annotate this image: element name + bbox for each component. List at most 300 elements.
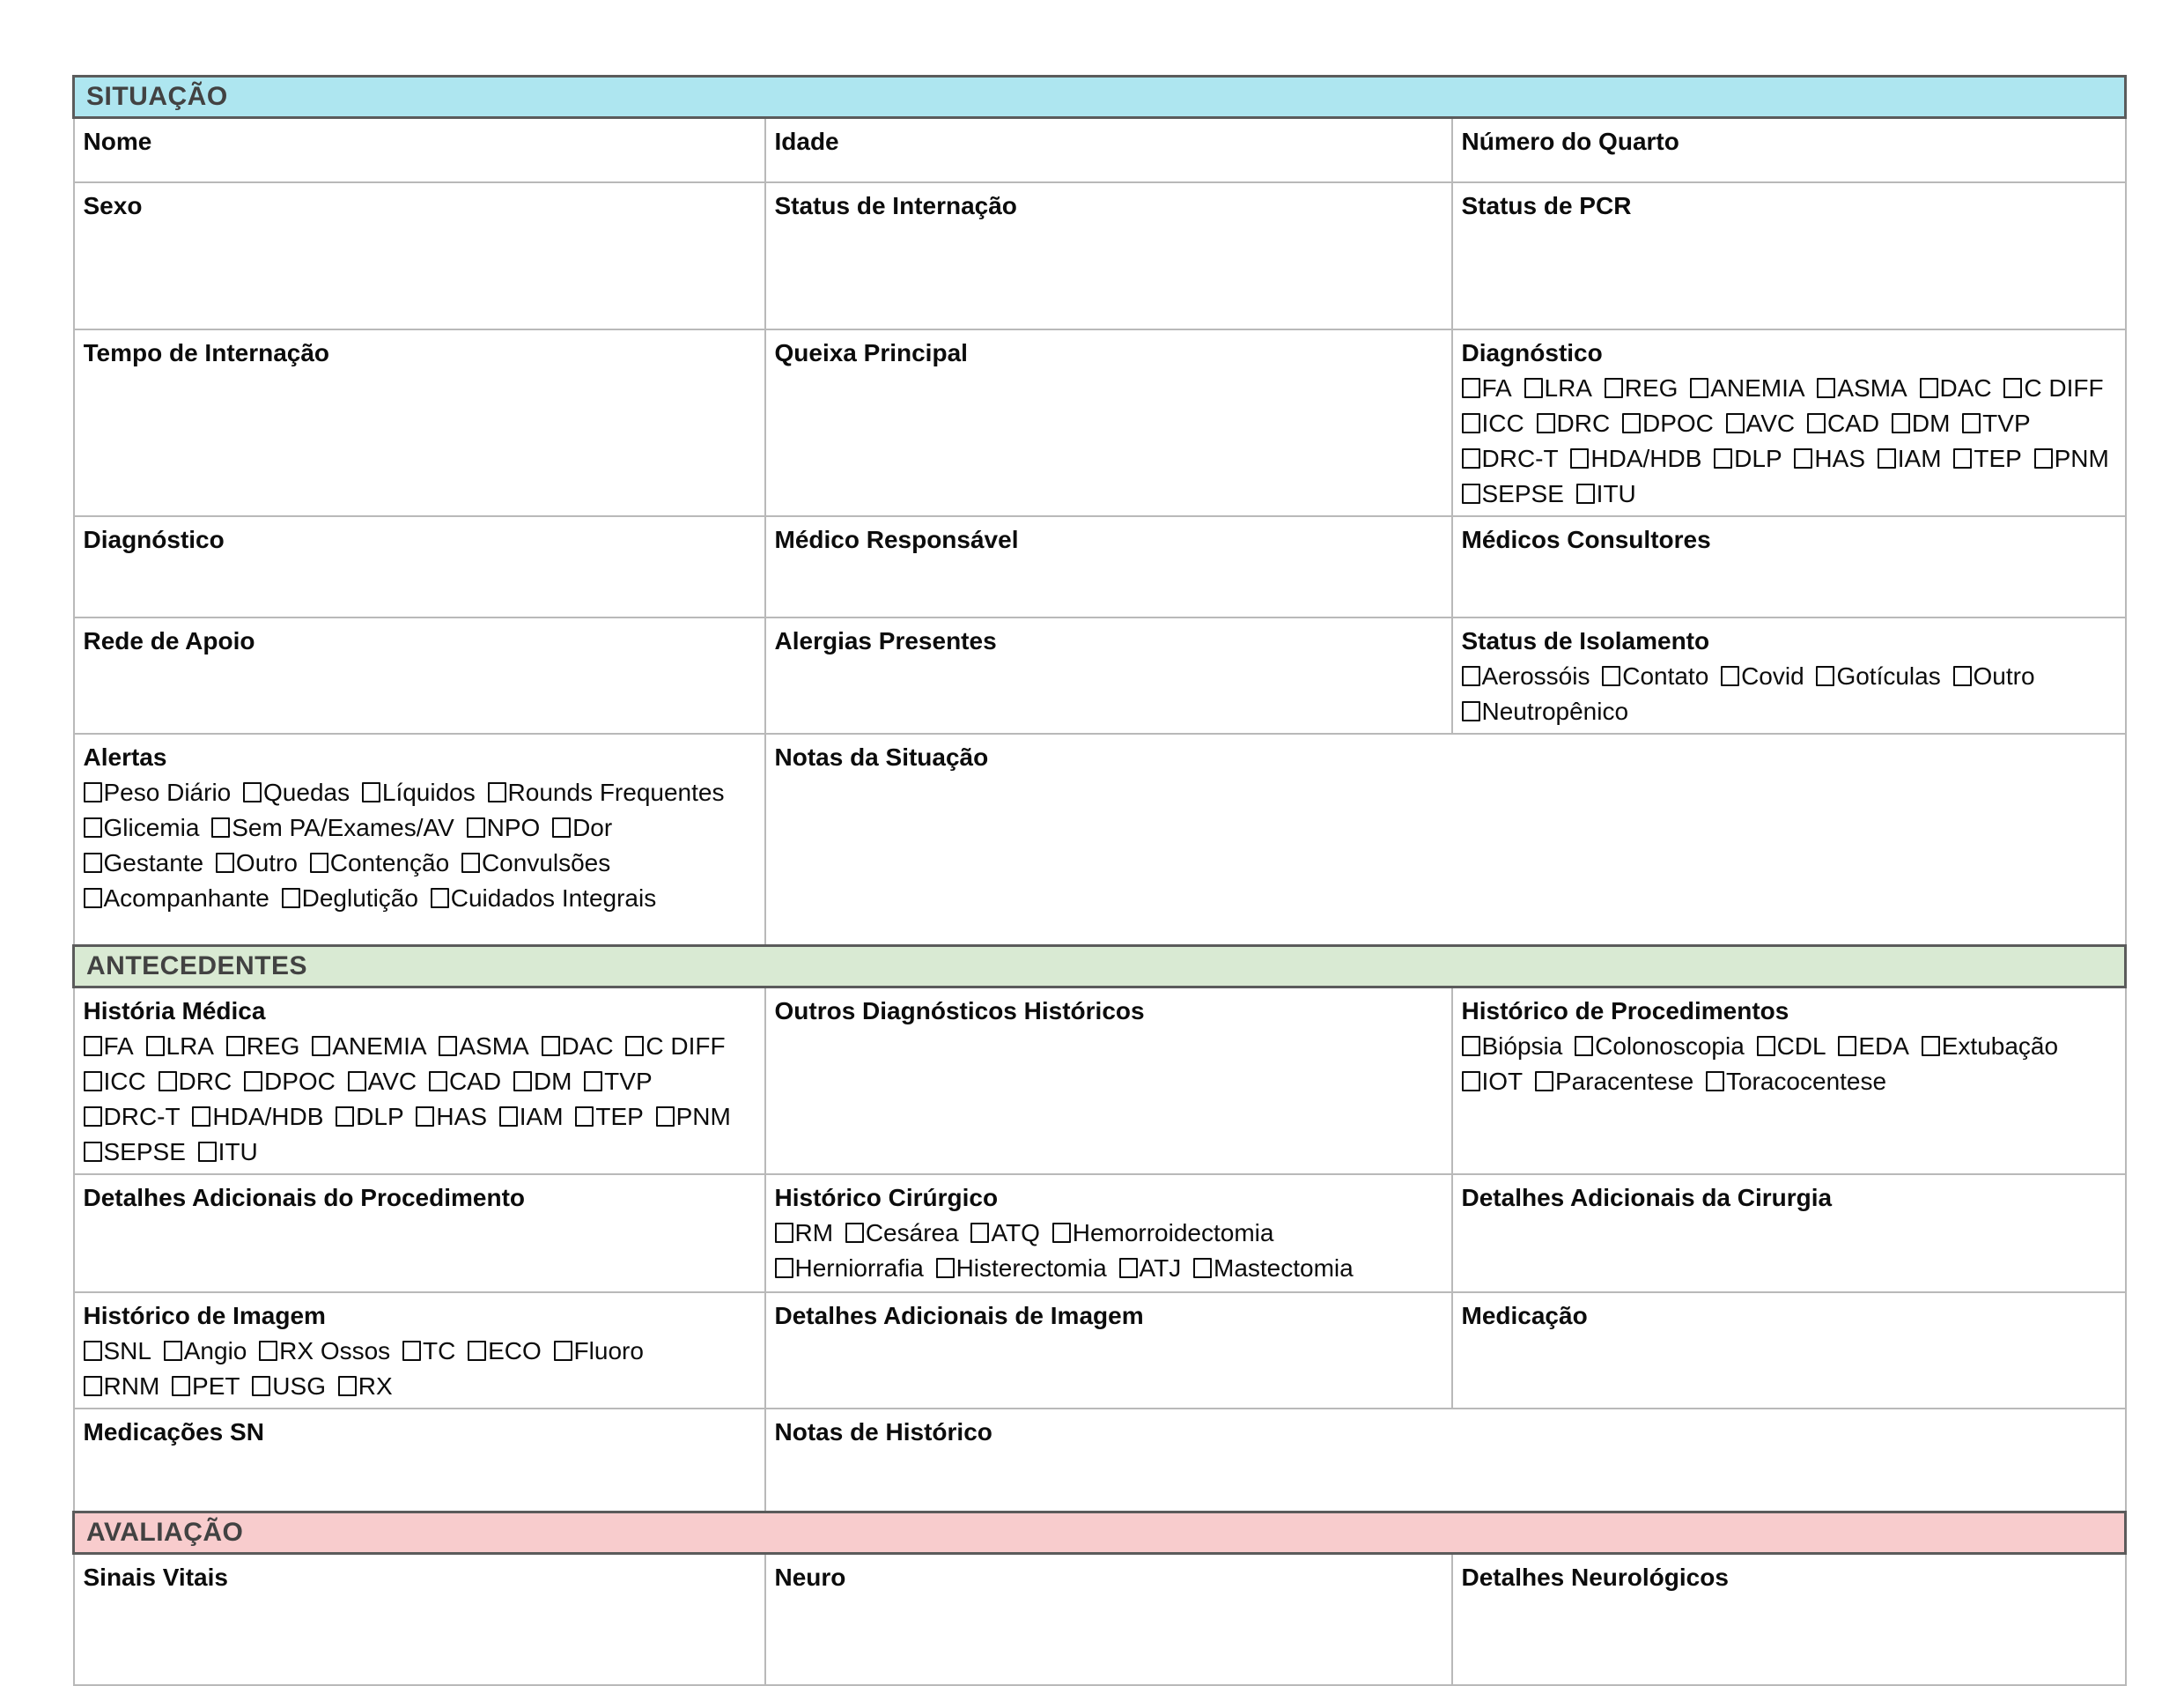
cell-nome[interactable] <box>74 118 765 182</box>
cell-neuro[interactable] <box>765 1553 1452 1685</box>
checkbox-option[interactable] <box>416 1103 487 1130</box>
cell-rede-de-apoio[interactable] <box>74 617 765 734</box>
checkbox-option[interactable] <box>1922 1032 2058 1060</box>
checkbox-option[interactable] <box>584 1068 652 1095</box>
checkbox-icon[interactable] <box>499 1106 518 1127</box>
checkbox-option[interactable] <box>1462 410 1524 437</box>
checkbox-icon[interactable] <box>1807 413 1826 433</box>
checkbox-icon[interactable] <box>554 1341 572 1361</box>
section-header-row-situacao <box>74 77 2126 118</box>
cell-detalhes-adicionais-de-imagem[interactable] <box>765 1292 1452 1409</box>
checkbox-icon[interactable] <box>146 1036 165 1056</box>
checkbox-label: Líquidos <box>381 778 476 806</box>
checkbox-label: HAS <box>1814 444 1865 472</box>
section-header-situacao <box>74 77 2126 118</box>
checkbox-icon[interactable] <box>312 1036 330 1056</box>
checkbox-option[interactable] <box>845 1219 959 1246</box>
checkbox-icon[interactable] <box>775 1258 793 1278</box>
cell-diagnostico-checkboxes[interactable] <box>1452 329 2126 516</box>
checkbox-option[interactable] <box>211 814 454 841</box>
checkbox-label: Biópsia <box>1481 1032 1563 1060</box>
checkbox-label: SNL <box>103 1337 151 1364</box>
cell-detalhes-adicionais-do-procedimento[interactable] <box>74 1174 765 1292</box>
checkbox-option[interactable] <box>84 779 232 806</box>
checkbox-icon[interactable] <box>84 1036 102 1056</box>
checkbox-icon[interactable] <box>348 1071 366 1091</box>
checkbox-icon[interactable] <box>84 1341 102 1361</box>
checkbox-icon[interactable] <box>310 853 328 873</box>
cell-notas-da-situacao[interactable] <box>765 734 2126 946</box>
checkbox-icon[interactable] <box>656 1106 675 1127</box>
cell-idade[interactable] <box>765 118 1452 182</box>
checkbox-option[interactable] <box>1838 1032 1909 1060</box>
table-row <box>74 1174 2126 1292</box>
checkbox-option[interactable] <box>1119 1254 1182 1282</box>
checkbox-label: PNM <box>2054 444 2109 472</box>
checkbox-icon[interactable] <box>338 1376 357 1396</box>
checkbox-option[interactable] <box>542 1032 614 1060</box>
checkbox-option[interactable] <box>467 814 541 841</box>
handoff-form-sheet <box>72 75 2124 1686</box>
checkbox-group-procedimentos <box>1462 1029 2115 1099</box>
checkbox-label: Contenção <box>329 848 450 876</box>
checkbox-label: TC <box>422 1337 456 1364</box>
checkbox-label: Quedas <box>263 778 350 806</box>
checkbox-icon[interactable] <box>1462 448 1480 469</box>
checkbox-label: AVC <box>367 1068 417 1095</box>
checkbox-option[interactable] <box>84 884 269 912</box>
checkbox-icon[interactable] <box>1462 378 1480 398</box>
checkbox-icon[interactable] <box>936 1258 955 1278</box>
checkbox-group-isolamento <box>1462 659 2115 729</box>
cell-notas-de-historico[interactable] <box>765 1409 2126 1512</box>
table-row <box>74 1409 2126 1512</box>
field-label: Detalhes Neurológicos <box>1461 1563 1729 1591</box>
checkbox-option[interactable] <box>402 1337 455 1364</box>
checkbox-option[interactable] <box>656 1103 731 1130</box>
checkbox-icon[interactable] <box>1575 1036 1593 1056</box>
checkbox-icon[interactable] <box>625 1036 644 1056</box>
checkbox-label: ANEMIA <box>332 1032 427 1060</box>
checkbox-icon[interactable] <box>216 853 234 873</box>
checkbox-option[interactable] <box>1622 410 1714 437</box>
checkbox-label: TVP <box>604 1068 653 1095</box>
checkbox-option[interactable] <box>338 1372 393 1400</box>
checkbox-icon[interactable] <box>1462 666 1480 686</box>
checkbox-icon[interactable] <box>211 817 230 838</box>
checkbox-icon[interactable] <box>1622 413 1641 433</box>
cell-status-de-isolamento[interactable] <box>1452 617 2126 734</box>
checkbox-option[interactable] <box>84 1138 186 1165</box>
checkbox-option[interactable] <box>429 1068 501 1095</box>
checkbox-icon[interactable] <box>1193 1258 1212 1278</box>
checkbox-icon[interactable] <box>243 782 262 802</box>
checkbox-option[interactable] <box>252 1372 326 1400</box>
checkbox-option[interactable] <box>513 1068 572 1095</box>
checkbox-label: Aerossóis <box>1481 662 1590 690</box>
checkbox-label: Rounds Frequentes <box>507 778 725 806</box>
checkbox-icon[interactable] <box>172 1376 190 1396</box>
cell-alergias-presentes[interactable] <box>765 617 1452 734</box>
checkbox-option[interactable] <box>1462 698 1629 725</box>
checkbox-option[interactable] <box>1570 445 1701 472</box>
checkbox-icon[interactable] <box>336 1106 354 1127</box>
checkbox-option[interactable] <box>1706 1068 1886 1095</box>
field-label: Histórico Cirúrgico <box>774 1184 999 1211</box>
checkbox-icon[interactable] <box>1817 378 1835 398</box>
checkbox-option[interactable] <box>1462 1032 1563 1060</box>
checkbox-option[interactable] <box>198 1138 258 1165</box>
checkbox-label: ICC <box>103 1068 146 1095</box>
checkbox-option[interactable] <box>1816 662 1940 690</box>
cell-status-de-internacao[interactable] <box>765 182 1452 329</box>
checkbox-label: SEPSE <box>103 1138 186 1165</box>
checkbox-icon[interactable] <box>1726 413 1745 433</box>
checkbox-icon[interactable] <box>402 1341 421 1361</box>
checkbox-icon[interactable] <box>84 1376 102 1396</box>
checkbox-label: ATJ <box>1139 1254 1182 1282</box>
checkbox-label: Toracocentese <box>1725 1068 1887 1095</box>
field-label: Status de PCR <box>1461 191 1632 219</box>
checkbox-icon[interactable] <box>1576 484 1595 504</box>
checkbox-option[interactable] <box>775 1219 834 1246</box>
checkbox-option[interactable] <box>1605 374 1679 402</box>
checkbox-icon[interactable] <box>552 817 571 838</box>
checkbox-label: ASMA <box>459 1032 529 1060</box>
checkbox-icon[interactable] <box>84 1142 102 1162</box>
checkbox-label: HDA/HDB <box>1590 444 1702 472</box>
checkbox-icon[interactable] <box>1721 666 1739 686</box>
checkbox-icon[interactable] <box>467 817 485 838</box>
checkbox-option[interactable] <box>775 1254 924 1282</box>
checkbox-label: FA <box>1481 373 1512 402</box>
checkbox-label: HAS <box>436 1103 487 1130</box>
checkbox-icon[interactable] <box>1119 1258 1138 1278</box>
checkbox-option[interactable] <box>1462 480 1564 507</box>
checkbox-label: RX Ossos <box>279 1337 391 1364</box>
checkbox-label: Hemorroidectomia <box>1072 1219 1274 1246</box>
checkbox-icon[interactable] <box>1714 448 1732 469</box>
checkbox-icon[interactable] <box>845 1223 864 1243</box>
checkbox-label: PET <box>192 1372 240 1400</box>
field-label: Detalhes Adicionais do Procedimento <box>83 1184 526 1211</box>
checkbox-icon[interactable] <box>970 1223 989 1243</box>
checkbox-option[interactable] <box>362 779 476 806</box>
checkbox-icon[interactable] <box>226 1036 245 1056</box>
checkbox-icon[interactable] <box>84 817 102 838</box>
checkbox-icon[interactable] <box>1892 413 1910 433</box>
checkbox-option[interactable] <box>1920 374 1992 402</box>
checkbox-icon[interactable] <box>575 1106 594 1127</box>
checkbox-option[interactable] <box>348 1068 417 1095</box>
checkbox-icon[interactable] <box>439 1036 457 1056</box>
checkbox-option[interactable] <box>468 1337 542 1364</box>
section-header-row-avaliacao <box>74 1512 2126 1553</box>
section-title: SITUAÇÃO <box>86 82 228 111</box>
checkbox-icon[interactable] <box>198 1142 217 1162</box>
checkbox-option[interactable] <box>1757 1032 1826 1060</box>
checkbox-option[interactable] <box>552 814 612 841</box>
checkbox-option[interactable] <box>1462 374 1512 402</box>
checkbox-icon[interactable] <box>1706 1071 1724 1091</box>
checkbox-label: DRC-T <box>1481 444 1559 472</box>
table-row <box>74 329 2126 516</box>
cell-historia-medica[interactable] <box>74 987 765 1175</box>
checkbox-option[interactable] <box>461 849 610 876</box>
cell-numero-do-quarto[interactable] <box>1452 118 2126 182</box>
cell-detalhes-adicionais-da-cirurgia[interactable] <box>1452 1174 2126 1292</box>
checkbox-option[interactable] <box>1953 662 2035 690</box>
checkbox-group-alertas <box>84 775 737 916</box>
checkbox-icon[interactable] <box>164 1341 182 1361</box>
checkbox-icon[interactable] <box>1962 413 1981 433</box>
checkbox-icon[interactable] <box>1757 1036 1775 1056</box>
checkbox-icon[interactable] <box>1462 701 1480 721</box>
checkbox-option[interactable] <box>1690 374 1804 402</box>
checkbox-icon[interactable] <box>1462 1036 1480 1056</box>
checkbox-option[interactable] <box>1576 480 1636 507</box>
checkbox-option[interactable] <box>244 1068 336 1095</box>
checkbox-option[interactable] <box>243 779 350 806</box>
checkbox-icon[interactable] <box>84 888 102 908</box>
checkbox-icon[interactable] <box>1690 378 1708 398</box>
cell-sinais-vitais[interactable] <box>74 1553 765 1685</box>
table-row <box>74 182 2126 329</box>
checkbox-label: IAM <box>1897 444 1942 472</box>
checkbox-icon[interactable] <box>775 1223 793 1243</box>
checkbox-label: Neutropênico <box>1481 697 1629 725</box>
checkbox-icon[interactable] <box>1537 413 1555 433</box>
field-label: Tempo de Internação <box>83 338 330 366</box>
checkbox-option[interactable] <box>575 1103 643 1130</box>
checkbox-icon[interactable] <box>1816 666 1834 686</box>
checkbox-option[interactable] <box>1714 445 1782 472</box>
checkbox-icon[interactable] <box>1602 666 1620 686</box>
field-label: Alergias Presentes <box>774 626 997 654</box>
checkbox-option[interactable] <box>192 1103 323 1130</box>
cell-outros-diagnosticos-historicos[interactable] <box>765 987 1452 1175</box>
checkbox-group-diagnostico <box>1462 371 2115 512</box>
checkbox-icon[interactable] <box>468 1341 486 1361</box>
checkbox-icon[interactable] <box>1878 448 1896 469</box>
checkbox-icon[interactable] <box>1838 1036 1856 1056</box>
checkbox-option[interactable] <box>84 1372 160 1400</box>
checkbox-option[interactable] <box>2003 374 2103 402</box>
checkbox-icon[interactable] <box>84 1106 102 1127</box>
checkbox-group-imagem <box>84 1334 737 1404</box>
cell-alertas[interactable] <box>74 734 765 946</box>
checkbox-option[interactable] <box>1602 662 1708 690</box>
checkbox-option[interactable] <box>488 779 725 806</box>
checkbox-icon[interactable] <box>2003 378 2022 398</box>
checkbox-option[interactable] <box>310 849 449 876</box>
checkbox-icon[interactable] <box>429 1071 447 1091</box>
checkbox-label: USG <box>272 1372 326 1400</box>
section-title: ANTECEDENTES <box>86 951 308 980</box>
checkbox-option[interactable] <box>216 849 298 876</box>
field-label: Medicação <box>1461 1302 1588 1329</box>
checkbox-label: RX <box>358 1372 393 1400</box>
checkbox-option[interactable] <box>1892 410 1951 437</box>
patient-form-table <box>72 75 2127 1686</box>
checkbox-label: Outro <box>1973 662 2035 690</box>
checkbox-icon[interactable] <box>1052 1223 1071 1243</box>
checkbox-option[interactable] <box>164 1337 247 1364</box>
field-label: Queixa Principal <box>774 338 968 366</box>
checkbox-option[interactable] <box>1962 410 2030 437</box>
cell-queixa-principal[interactable] <box>765 329 1452 516</box>
checkbox-option[interactable] <box>1807 410 1879 437</box>
checkbox-option[interactable] <box>431 884 656 912</box>
checkbox-option[interactable] <box>259 1337 390 1364</box>
checkbox-option[interactable] <box>1524 374 1592 402</box>
checkbox-label: DAC <box>1939 373 1992 402</box>
field-label: Alertas <box>83 743 167 771</box>
checkbox-label: DRC <box>1556 409 1611 437</box>
checkbox-icon[interactable] <box>1794 448 1812 469</box>
checkbox-icon[interactable] <box>362 782 380 802</box>
checkbox-option[interactable] <box>84 1337 151 1364</box>
checkbox-option[interactable] <box>1575 1032 1745 1060</box>
cell-medicos-consultores[interactable] <box>1452 516 2126 617</box>
checkbox-option[interactable] <box>1462 445 1559 472</box>
cell-sexo[interactable] <box>74 182 765 329</box>
checkbox-option[interactable] <box>1537 410 1611 437</box>
checkbox-label: AVC <box>1745 409 1796 437</box>
checkbox-icon[interactable] <box>244 1071 262 1091</box>
checkbox-option[interactable] <box>1462 662 1590 690</box>
checkbox-option[interactable] <box>1721 662 1804 690</box>
checkbox-icon[interactable] <box>259 1341 277 1361</box>
checkbox-label: SEPSE <box>1481 479 1564 507</box>
checkbox-icon[interactable] <box>1462 1071 1480 1091</box>
checkbox-label: REG <box>1624 373 1679 402</box>
checkbox-option[interactable] <box>554 1337 644 1364</box>
checkbox-label: DRC-T <box>103 1103 181 1130</box>
checkbox-icon[interactable] <box>488 782 506 802</box>
checkbox-icon[interactable] <box>431 888 449 908</box>
checkbox-option[interactable] <box>936 1254 1107 1282</box>
checkbox-icon[interactable] <box>1922 1036 1940 1056</box>
cell-historico-de-procedimentos[interactable] <box>1452 987 2126 1175</box>
checkbox-option[interactable] <box>226 1032 300 1060</box>
field-label: Médico Responsável <box>774 525 1019 553</box>
checkbox-option[interactable] <box>84 849 204 876</box>
checkbox-option[interactable] <box>1052 1219 1274 1246</box>
checkbox-option[interactable] <box>84 1068 146 1095</box>
checkbox-option[interactable] <box>625 1032 725 1060</box>
checkbox-option[interactable] <box>172 1372 240 1400</box>
checkbox-option[interactable] <box>439 1032 528 1060</box>
checkbox-icon[interactable] <box>1920 378 1938 398</box>
checkbox-option[interactable] <box>336 1103 403 1130</box>
checkbox-option[interactable] <box>146 1032 214 1060</box>
checkbox-icon[interactable] <box>2034 448 2053 469</box>
checkbox-option[interactable] <box>159 1068 232 1095</box>
checkbox-label: ECO <box>488 1337 542 1364</box>
cell-medicacoes-sn[interactable] <box>74 1409 765 1512</box>
checkbox-option[interactable] <box>1794 445 1865 472</box>
checkbox-icon[interactable] <box>84 782 102 802</box>
cell-historico-de-imagem[interactable] <box>74 1292 765 1409</box>
checkbox-label: FA <box>103 1032 134 1060</box>
cell-status-de-pcr[interactable] <box>1452 182 2126 329</box>
checkbox-icon[interactable] <box>416 1106 434 1127</box>
checkbox-option[interactable] <box>2034 445 2109 472</box>
checkbox-icon[interactable] <box>1605 378 1623 398</box>
checkbox-option[interactable] <box>84 1103 181 1130</box>
checkbox-option[interactable] <box>1193 1254 1354 1282</box>
field-label: Notas da Situação <box>774 743 989 771</box>
checkbox-icon[interactable] <box>159 1071 177 1091</box>
section-title: AVALIAÇÃO <box>86 1517 244 1547</box>
checkbox-option[interactable] <box>1535 1068 1693 1095</box>
checkbox-label: Gestante <box>103 848 204 876</box>
checkbox-icon[interactable] <box>252 1376 270 1396</box>
checkbox-option[interactable] <box>970 1219 1039 1246</box>
field-label: Histórico de Procedimentos <box>1461 997 1789 1024</box>
checkbox-label: Extubação <box>1941 1032 2059 1060</box>
checkbox-option[interactable] <box>312 1032 426 1060</box>
checkbox-option[interactable] <box>1878 445 1942 472</box>
cell-detalhes-neurologicos[interactable] <box>1452 1553 2126 1685</box>
checkbox-label: ITU <box>1596 479 1636 507</box>
field-label: Diagnóstico <box>83 525 225 553</box>
checkbox-label: Cuidados Integrais <box>450 884 657 912</box>
checkbox-icon[interactable] <box>542 1036 560 1056</box>
checkbox-icon[interactable] <box>282 888 300 908</box>
checkbox-icon[interactable] <box>1953 448 1972 469</box>
table-row <box>74 1553 2126 1685</box>
checkbox-icon[interactable] <box>1462 484 1480 504</box>
checkbox-icon[interactable] <box>192 1106 210 1127</box>
checkbox-option[interactable] <box>499 1103 564 1130</box>
cell-medico-responsavel[interactable] <box>765 516 1452 617</box>
cell-historico-cirurgico[interactable] <box>765 1174 1452 1292</box>
checkbox-option[interactable] <box>1953 445 2021 472</box>
checkbox-label: Paracentese <box>1554 1068 1694 1095</box>
field-label: Médicos Consultores <box>1461 525 1711 553</box>
checkbox-icon[interactable] <box>1535 1071 1553 1091</box>
checkbox-icon[interactable] <box>84 853 102 873</box>
field-label: Status de Internação <box>774 191 1017 219</box>
cell-diagnostico[interactable] <box>74 516 765 617</box>
checkbox-icon[interactable] <box>1953 666 1972 686</box>
checkbox-option[interactable] <box>282 884 418 912</box>
checkbox-label: DLP <box>1734 444 1782 472</box>
cell-tempo-de-internacao[interactable] <box>74 329 765 516</box>
checkbox-icon[interactable] <box>461 853 480 873</box>
checkbox-icon[interactable] <box>1524 378 1543 398</box>
checkbox-label: Angio <box>183 1337 247 1364</box>
checkbox-label: REG <box>246 1032 300 1060</box>
checkbox-icon[interactable] <box>513 1071 532 1091</box>
checkbox-label: TVP <box>1982 409 2031 437</box>
field-label: Detalhes Adicionais de Imagem <box>774 1302 1144 1329</box>
checkbox-icon[interactable] <box>1570 448 1589 469</box>
checkbox-icon[interactable] <box>584 1071 602 1091</box>
checkbox-icon[interactable] <box>1462 413 1480 433</box>
checkbox-label: DAC <box>561 1032 614 1060</box>
checkbox-option[interactable] <box>1817 374 1907 402</box>
checkbox-option[interactable] <box>1462 1068 1524 1095</box>
checkbox-option[interactable] <box>1726 410 1796 437</box>
checkbox-label: DM <box>533 1068 572 1095</box>
checkbox-icon[interactable] <box>84 1071 102 1091</box>
checkbox-option[interactable] <box>84 1032 134 1060</box>
cell-medicacao[interactable] <box>1452 1292 2126 1409</box>
checkbox-option[interactable] <box>84 814 200 841</box>
